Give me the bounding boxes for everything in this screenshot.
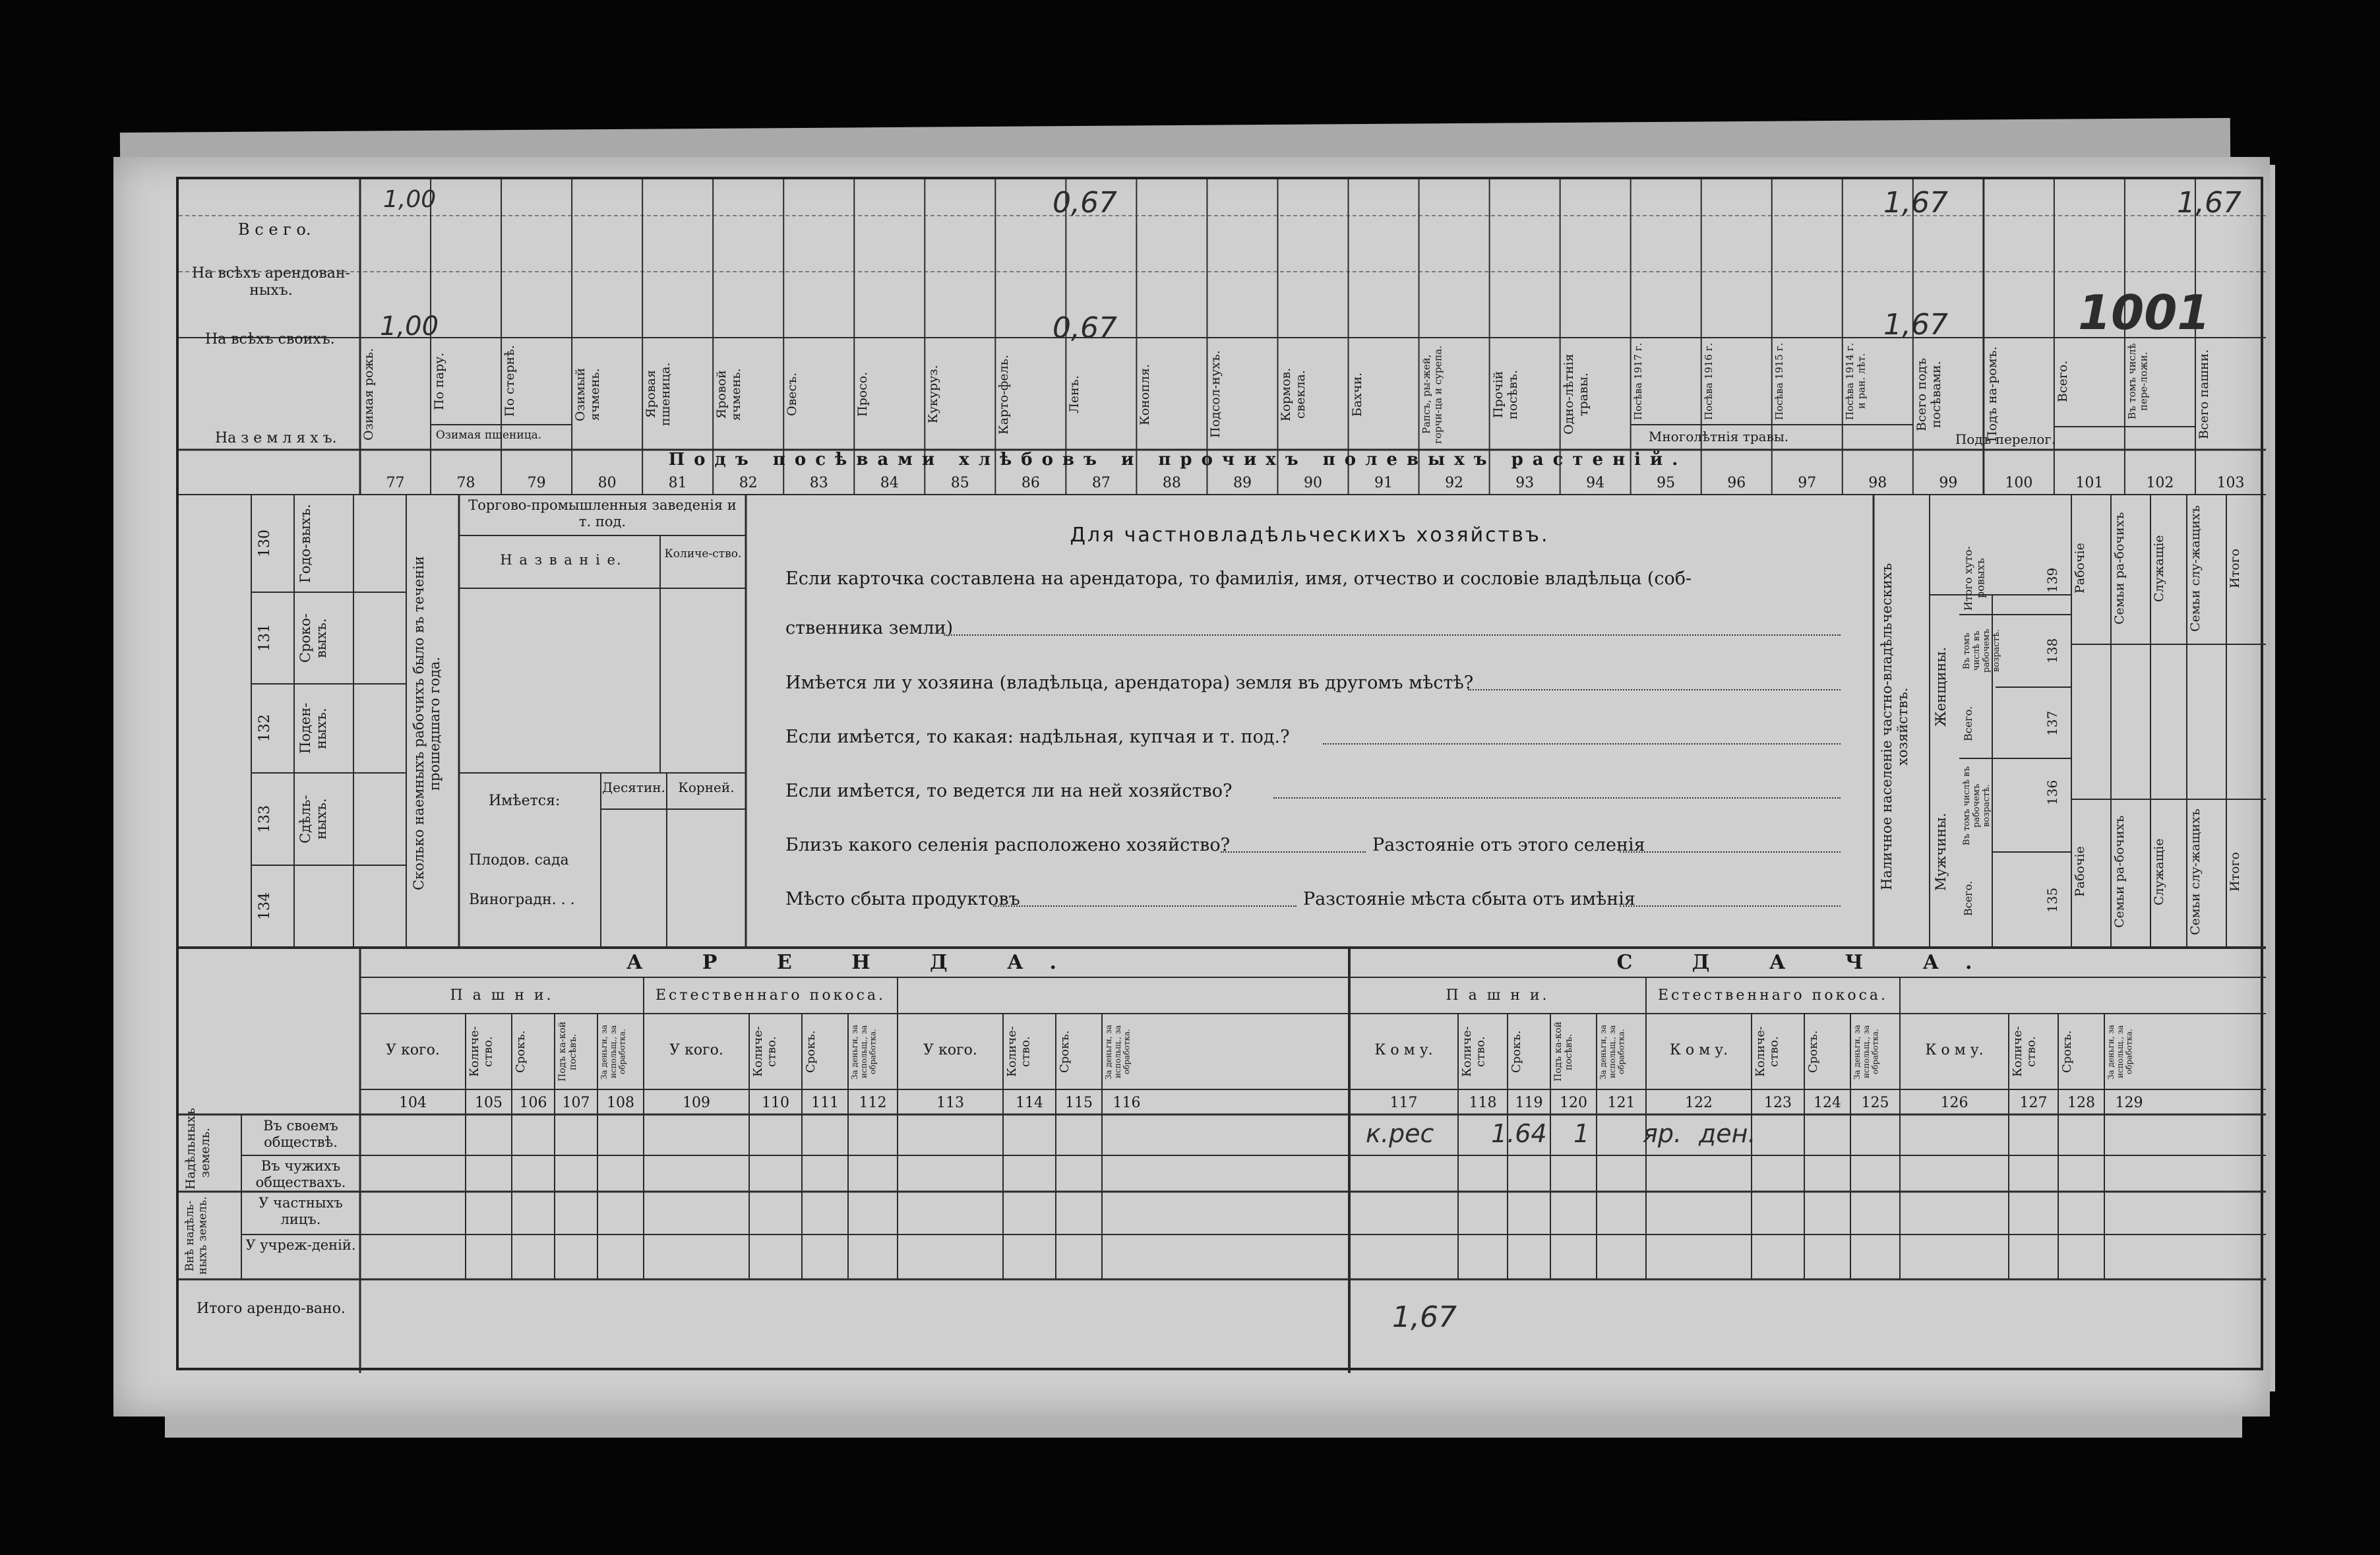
population-number: 138 xyxy=(2044,638,2060,664)
crop-column-number: 96 xyxy=(1727,475,1746,491)
hw-svoih-rye: 1,00 xyxy=(380,311,439,342)
lease-column-number: 125 xyxy=(1861,1095,1889,1111)
crop-header: По пару. xyxy=(432,352,447,410)
crop-header: Ленъ. xyxy=(1067,375,1082,413)
crop-header: Посѣва 1917 г. xyxy=(1632,342,1644,420)
trade-establishments-title: Торгово-промышленныя заведенія и т. под. xyxy=(468,497,737,530)
sdacha-header: С Д А Ч А. xyxy=(1616,951,1999,974)
lease-column-number: 107 xyxy=(562,1095,590,1111)
men-working-label: Въ томъ числѣ въ рабочемъ возрастѣ. xyxy=(1962,766,1992,845)
lease-column-number: 109 xyxy=(683,1095,710,1111)
crop-header: Всего. xyxy=(2055,360,2070,402)
population-column-bottom: Семьи ра-бочихъ xyxy=(2112,815,2127,929)
hired-worker-number: 133 xyxy=(257,805,273,833)
hw-kolvo: 1.64 xyxy=(1491,1119,1547,1148)
crop-column-number: 77 xyxy=(386,475,405,491)
crop-header: Въ томъ числѣ пере-ложи. xyxy=(2125,343,2150,419)
lease-col-srok: Срокъ. xyxy=(1058,1030,1072,1074)
lease-column-number: 127 xyxy=(2019,1095,2048,1111)
trade-qty-col: Количе-ство. xyxy=(664,547,742,561)
lease-col-za-dengi: За деньги, за испольщ., за обработка. xyxy=(1599,1024,1626,1080)
lease-column-number: 108 xyxy=(607,1095,634,1111)
lease-col-za-dengi: За деньги, за испольщ., за обработка. xyxy=(599,1024,627,1080)
population-title: Наличное населеніе частно-владѣльческихъ хозяйствъ. xyxy=(1879,563,1911,891)
crop-header: Бахчи. xyxy=(1349,372,1364,417)
lease-col-u-kogo: У кого. xyxy=(669,1042,723,1058)
population-column-bottom: Рабочіе xyxy=(2073,846,2087,898)
population-column-bottom: Итого xyxy=(2228,852,2242,892)
crop-column-number: 83 xyxy=(809,475,828,491)
row-svoem: Въ своемъ обществѣ. xyxy=(263,1118,338,1151)
crop-column-number: 99 xyxy=(1939,475,1958,491)
crop-header: Озимый ячмень. xyxy=(573,367,602,421)
group-ozimaya-pshenitsa: Озимая пшеница. xyxy=(435,429,542,442)
lease-col-kolvo: Количе-ство. xyxy=(1005,1026,1033,1078)
nadelnyh-label: Надѣльныхъ земель. xyxy=(183,1107,212,1190)
crop-header: Карто-фель. xyxy=(996,354,1012,435)
lease-column-number: 113 xyxy=(936,1095,964,1111)
crop-column-number: 85 xyxy=(950,475,969,491)
private-line-5: Если имѣется, то ведется ли на ней хозяйство? xyxy=(785,781,1233,801)
private-farms-title: Для частновладѣльческихъ хозяйствъ. xyxy=(1070,524,1550,547)
private-line-7: Разстояніе отъ этого селенія xyxy=(1372,835,1645,855)
lease-col-kolvo: Количе-ство. xyxy=(2011,1026,2038,1078)
lease-column-number: 115 xyxy=(1065,1095,1093,1111)
population-column-bottom: Служащіе xyxy=(2152,838,2166,905)
lease-col-za-dengi: За деньги, за испольщ., за обработка. xyxy=(1852,1024,1880,1080)
lease-column-number: 119 xyxy=(1515,1095,1543,1111)
men-total-label: Всего. xyxy=(1962,880,1974,916)
lease-column-number: 117 xyxy=(1389,1095,1418,1111)
korney-col: Корней. xyxy=(678,779,735,795)
lease-column-number: 129 xyxy=(2115,1095,2143,1111)
crop-column-number: 97 xyxy=(1798,475,1817,491)
population-column-bottom: Семьи слу-жащихъ xyxy=(2188,808,2203,935)
row-label-arendovannyh: На всѣхъ арендован- ныхъ. xyxy=(192,265,350,299)
lease-column-number: 121 xyxy=(1607,1095,1635,1111)
private-line-6: Близъ какого селенія расположено хозяйство? xyxy=(785,835,1231,855)
hw-posev: яр. xyxy=(1643,1119,1682,1148)
women-total-label: Всего. xyxy=(1962,706,1974,741)
population-number: 135 xyxy=(2044,887,2060,913)
crop-header: Овесъ. xyxy=(785,372,800,417)
crop-column-number: 98 xyxy=(1868,475,1887,491)
market-distance-field[interactable] xyxy=(1620,905,1841,907)
row-chastnyh: У частныхъ лицъ. xyxy=(259,1195,343,1228)
row-label-svoih: На всѣхъ своихъ. xyxy=(205,331,335,348)
row-uchrezhdeniy: У учреж-деній. xyxy=(245,1237,356,1253)
crop-header: Посѣва 1916 г. xyxy=(1702,342,1715,420)
crop-header: Кормов. свекла. xyxy=(1279,367,1308,421)
census-form xyxy=(176,177,2263,1370)
hw-dengi: ден. xyxy=(1699,1119,1756,1148)
population-number: 139 xyxy=(2044,567,2060,593)
crop-column-number: 101 xyxy=(2075,475,2104,491)
desyatin-col: Десятин. xyxy=(602,779,665,795)
population-column-top: Служащіе xyxy=(2152,535,2166,602)
crop-column-number: 78 xyxy=(456,475,475,491)
lease-group-header: П а ш н и. xyxy=(1446,987,1550,1004)
lease-group-header: Естественнаго покоса. xyxy=(655,987,886,1004)
population-column-top: Семьи слу-жащихъ xyxy=(2188,505,2203,632)
lease-column-number: 106 xyxy=(519,1095,547,1111)
imeetsya-label: Имѣется: xyxy=(489,793,561,809)
lease-column-number: 114 xyxy=(1016,1095,1043,1111)
private-line-8: Мѣсто сбыта продуктовъ xyxy=(785,889,1020,909)
lease-column-number: 123 xyxy=(1764,1095,1792,1111)
lease-column-number: 118 xyxy=(1469,1095,1497,1111)
lease-col-za-dengi: За деньги, за испольщ., за обработка. xyxy=(2106,1024,2134,1080)
crop-header: Просо. xyxy=(855,371,870,417)
hw-scribble: 1001 xyxy=(2078,285,2211,340)
hired-worker-number: 132 xyxy=(257,714,273,743)
lease-col-srok: Срокъ. xyxy=(514,1030,528,1074)
crop-header: Прочій посѣвъ. xyxy=(1490,369,1520,419)
market-place-field[interactable] xyxy=(993,905,1297,907)
crop-banner: Подъ посѣвами хлѣбовъ и прочихъ полевыхъ растеній. xyxy=(668,450,1688,470)
men-label: Мужчины. xyxy=(1933,812,1949,892)
lease-col-za-dengi: За деньги, за испольщ., за обработка. xyxy=(1104,1024,1132,1080)
private-line-1: Если карточка составлена на арендатора, то фамилія, имя, отчество и сословіе владѣльца (соб- xyxy=(785,568,1692,589)
crop-column-number: 86 xyxy=(1021,475,1040,491)
lease-col-komu: К о м у. xyxy=(1669,1042,1728,1058)
trade-name-col: Н а з в а н і е. xyxy=(500,552,623,568)
crop-header: Всего пашни. xyxy=(2196,349,2211,440)
lease-col-komu: К о м у. xyxy=(1925,1042,1984,1058)
farm-run-field[interactable] xyxy=(1273,797,1841,799)
lease-column-number: 120 xyxy=(1560,1095,1587,1111)
lease-column-number: 116 xyxy=(1113,1095,1141,1111)
lease-column-number: 104 xyxy=(399,1095,427,1111)
lease-column-number: 105 xyxy=(475,1095,503,1111)
hw-vsego-arable: 1,67 xyxy=(2177,186,2242,220)
owner-field[interactable] xyxy=(944,634,1841,636)
lease-col-kolvo: Количе-ство. xyxy=(1754,1026,1781,1078)
lease-col-srok: Срокъ. xyxy=(1806,1030,1820,1074)
private-line-4: Если имѣется, то какая: надѣльная, купчая и т. под.? xyxy=(785,727,1290,747)
lease-col-u-kogo: У кого. xyxy=(923,1042,977,1058)
crop-header: Подсол-нухъ. xyxy=(1208,350,1223,439)
crop-header: По стернѣ. xyxy=(503,345,518,417)
lease-col-komu: К о м у. xyxy=(1374,1042,1433,1058)
crop-header: Посѣва 1914 г. и ран. лѣт. xyxy=(1843,342,1868,420)
hired-worker-label: Сдѣль-ныхъ. xyxy=(297,795,330,843)
group-mnogoletnie: Многолѣтнія травы. xyxy=(1648,429,1789,444)
crop-header: Конопля. xyxy=(1138,363,1153,425)
population-column-top: Итого xyxy=(2228,549,2242,588)
hw-vsego-sown: 1,67 xyxy=(1883,186,1948,220)
private-line-9: Разстояніе мѣста сбыта отъ имѣнія xyxy=(1303,889,1635,909)
crop-header: Одно-лѣтнія травы. xyxy=(1561,353,1591,435)
lease-column-number: 128 xyxy=(2067,1095,2095,1111)
hw-vsego-rye: 1,00 xyxy=(383,186,437,213)
women-label: Женщины. xyxy=(1933,647,1949,727)
private-line-3: Имѣется ли у хозяина (владѣльца, арендатора) земля въ другомъ мѣстѣ? xyxy=(785,673,1474,693)
population-column-top: Семьи ра-бочихъ xyxy=(2112,512,2127,625)
crop-column-number: 91 xyxy=(1374,475,1393,491)
crop-header: Озимая рожь. xyxy=(361,348,376,441)
hired-worker-number: 130 xyxy=(257,530,273,557)
lease-group-header: Естественнаго покоса. xyxy=(1657,987,1888,1004)
crop-column-number: 87 xyxy=(1091,475,1111,491)
crop-column-number: 81 xyxy=(668,475,687,491)
crop-header: Подъ на-ромъ. xyxy=(1984,346,1999,442)
lease-column-number: 111 xyxy=(811,1095,839,1111)
crop-column-number: 94 xyxy=(1586,475,1605,491)
village-distance-field[interactable] xyxy=(1620,851,1841,853)
lease-column-number: 112 xyxy=(859,1095,887,1111)
hired-workers-title: Сколько наемныхъ рабочихъ было въ теченіи прошедшаго года. xyxy=(411,556,443,891)
vinograd-label: Виноградн. . . xyxy=(469,892,575,908)
hired-worker-label: Годо-выхъ. xyxy=(297,504,313,583)
other-land-field[interactable] xyxy=(1468,689,1841,690)
population-number: 136 xyxy=(2044,779,2060,806)
crop-column-number: 89 xyxy=(1233,475,1252,491)
crop-header: Всего подъ посѣвами. xyxy=(1914,357,1943,431)
lease-column-number: 126 xyxy=(1940,1095,1968,1111)
lease-col-za-dengi: За деньги, за испольщ., за обработка. xyxy=(850,1024,878,1080)
nearby-village-field[interactable] xyxy=(1221,851,1366,853)
crop-column-number: 103 xyxy=(2216,475,2245,491)
crop-column-number: 93 xyxy=(1515,475,1535,491)
lease-col-u-kogo: У кого. xyxy=(386,1042,440,1058)
crop-column-number: 82 xyxy=(739,475,758,491)
land-type-field[interactable] xyxy=(1323,743,1841,745)
lease-col-kolvo: Количе-ство. xyxy=(468,1026,495,1078)
row-label-vsego: В с е г о. xyxy=(238,220,311,239)
population-column-top: Рабочіе xyxy=(2073,543,2087,594)
private-line-2: ственника земли) xyxy=(785,618,954,638)
crop-column-number: 100 xyxy=(2005,475,2033,491)
lease-group-header: П а ш н и. xyxy=(450,987,554,1004)
lease-column-number: 110 xyxy=(762,1095,789,1111)
women-working-label: Въ томъ числѣ въ рабочемъ возрастѣ. xyxy=(1962,628,2001,673)
crop-column-number: 88 xyxy=(1162,475,1181,491)
row-label-na-zemlyah: На з е м л я х ъ. xyxy=(215,430,337,446)
population-number: 137 xyxy=(2044,710,2060,737)
hired-worker-number: 134 xyxy=(257,892,273,921)
crop-header: Яровой ячмень. xyxy=(714,368,744,421)
lease-column-number: 122 xyxy=(1685,1095,1713,1111)
crop-column-number: 79 xyxy=(527,475,546,491)
row-itogo: Итого арендо-вано. xyxy=(197,1300,346,1317)
lease-col-pod-kakoy: Подъ ка-кой посѣвъ. xyxy=(557,1021,579,1082)
row-chuzhih: Въ чужихъ обществахъ. xyxy=(255,1158,346,1191)
crop-column-number: 80 xyxy=(597,475,617,491)
lease-col-kolvo: Количе-ство. xyxy=(1460,1026,1488,1078)
hw-svoih-potato: 0,67 xyxy=(1053,311,1117,345)
crop-header: Кукуруз. xyxy=(926,365,941,424)
arenda-header: А Р Е Н Д А. xyxy=(626,951,1083,974)
sad-label: Плодов. сада xyxy=(469,852,569,869)
crop-header: Яровая пшеница. xyxy=(644,362,673,427)
lease-col-srok: Срокъ. xyxy=(804,1030,818,1074)
hired-worker-number: 131 xyxy=(257,624,273,652)
lease-col-srok: Срокъ. xyxy=(1510,1030,1523,1074)
lease-col-kolvo: Количе-ство. xyxy=(751,1026,779,1078)
lease-column-number: 124 xyxy=(1814,1095,1841,1111)
crop-column-number: 92 xyxy=(1445,475,1464,491)
crop-column-number: 90 xyxy=(1303,475,1322,491)
hw-itogo: 1,67 xyxy=(1392,1300,1457,1334)
crop-header: Посѣва 1915 г. xyxy=(1773,342,1785,420)
hw-komu: к.рес xyxy=(1366,1119,1434,1148)
hired-worker-label: Сроко-выхъ. xyxy=(297,613,330,663)
crop-header: Рапсъ, ры-жей, горчи-ца и сурепа. xyxy=(1420,345,1444,444)
hw-svoih-sown: 1,67 xyxy=(1883,308,1948,342)
group-perelog: Подъ перелог. xyxy=(1955,431,2056,447)
itogo-hutor-label: Итого хуто-ровыхъ xyxy=(1962,546,1987,611)
lease-col-pod-kakoy: Подъ ка-кой посѣвъ. xyxy=(1553,1021,1575,1082)
hw-srok: 1 xyxy=(1573,1119,1590,1148)
crop-column-number: 102 xyxy=(2146,475,2174,491)
hw-vsego-potato: 0,67 xyxy=(1053,186,1117,220)
vne-nadelnyh-label: Внѣ надѣль-ныхъ земель. xyxy=(183,1196,210,1275)
lease-col-srok: Срокъ. xyxy=(2060,1030,2074,1074)
census-card-page xyxy=(113,157,2270,1417)
hired-worker-label: Поден-ныхъ. xyxy=(297,702,330,754)
crop-column-number: 95 xyxy=(1657,475,1676,491)
crop-column-number: 84 xyxy=(880,475,899,491)
